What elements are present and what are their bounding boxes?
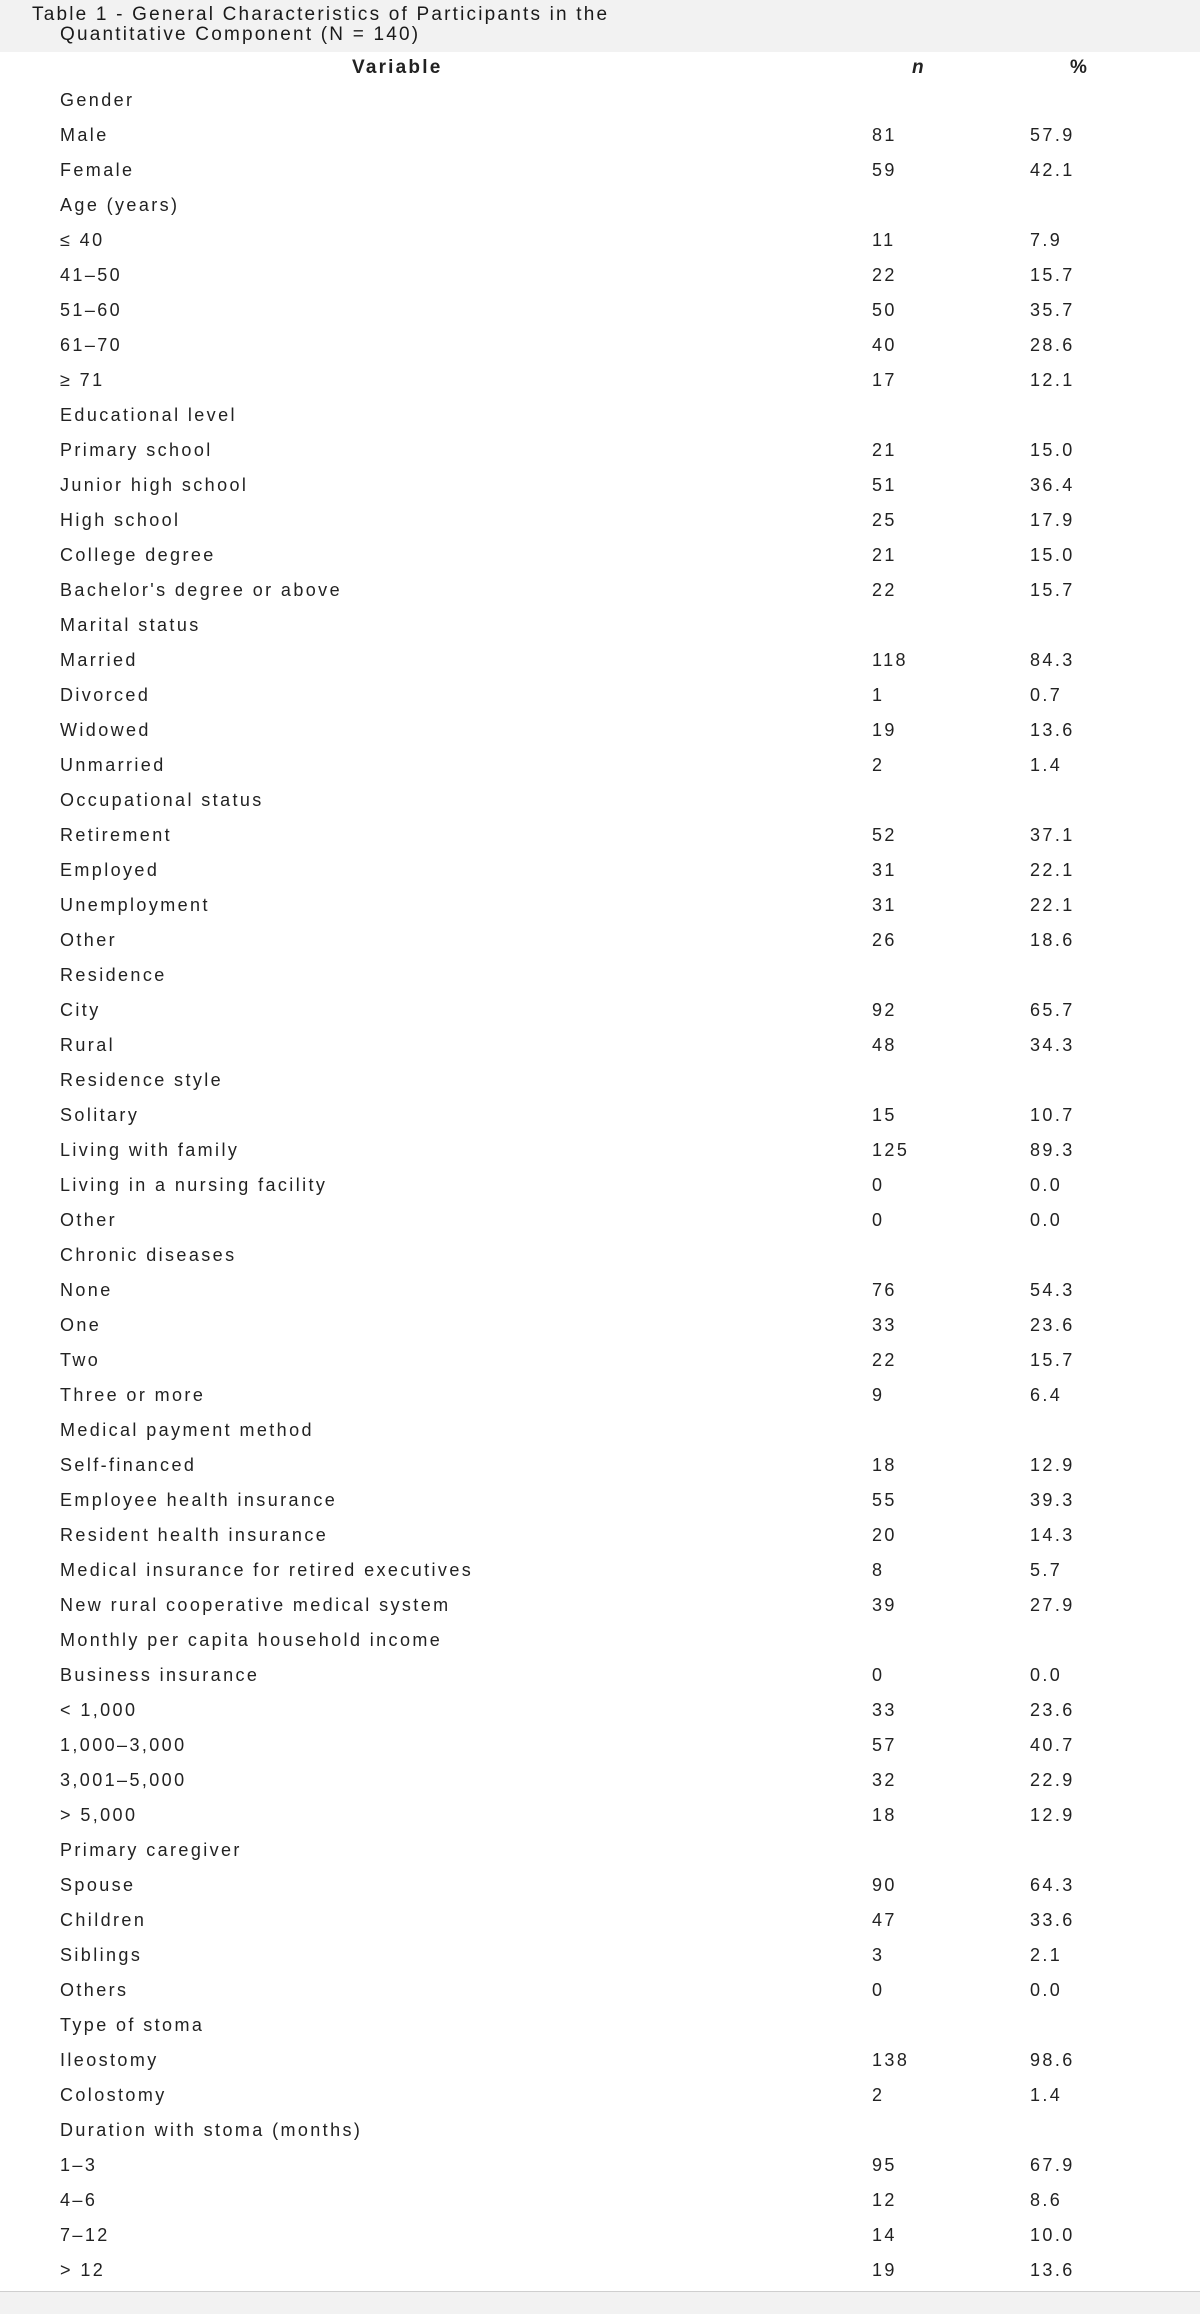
table-row xyxy=(0,363,1200,398)
row-count: 2 xyxy=(872,755,885,775)
table-row xyxy=(0,1343,1200,1378)
row-label: Living with family xyxy=(60,1140,240,1160)
row-percent: 65.7 xyxy=(1030,1000,1075,1020)
row-count: 81 xyxy=(872,125,897,145)
table-row xyxy=(0,2253,1200,2288)
row-label: Medical payment method xyxy=(60,1420,314,1440)
row-label: Married xyxy=(60,650,138,670)
row-percent: 0.7 xyxy=(1030,685,1063,705)
row-percent: 13.6 xyxy=(1030,2260,1075,2280)
row-label: Spouse xyxy=(60,1875,136,1895)
table-row xyxy=(0,958,1200,993)
table-row xyxy=(0,853,1200,888)
row-label: Two xyxy=(60,1350,101,1370)
table-row xyxy=(0,118,1200,153)
table-row xyxy=(0,818,1200,853)
row-label: Widowed xyxy=(60,720,151,740)
row-percent: 36.4 xyxy=(1030,475,1075,495)
table-header-row xyxy=(0,52,1200,83)
table-row xyxy=(0,153,1200,188)
row-label: Residence xyxy=(60,965,167,985)
row-count: 118 xyxy=(872,650,908,670)
row-count: 90 xyxy=(872,1875,897,1895)
row-percent: 54.3 xyxy=(1030,1280,1075,1300)
row-label: Ileostomy xyxy=(60,2050,159,2070)
table-row xyxy=(0,2043,1200,2078)
row-count: 12 xyxy=(872,2190,897,2210)
row-percent: 23.6 xyxy=(1030,1700,1075,1720)
row-count: 33 xyxy=(872,1700,897,1720)
row-count: 92 xyxy=(872,1000,897,1020)
table-row xyxy=(0,1203,1200,1238)
row-count: 40 xyxy=(872,335,897,355)
row-label: Others xyxy=(60,1980,129,2000)
row-label: Junior high school xyxy=(60,475,249,495)
table-row xyxy=(0,923,1200,958)
row-label: Type of stoma xyxy=(60,2015,205,2035)
row-percent: 22.9 xyxy=(1030,1770,1075,1790)
row-count: 51 xyxy=(872,475,897,495)
row-label: > 5,000 xyxy=(60,1805,138,1825)
table-row xyxy=(0,748,1200,783)
row-label: Bachelor's degree or above xyxy=(60,580,342,600)
row-count: 32 xyxy=(872,1770,897,1790)
row-count: 52 xyxy=(872,825,897,845)
row-percent: 98.6 xyxy=(1030,2050,1075,2070)
row-count: 31 xyxy=(872,895,897,915)
row-percent: 13.6 xyxy=(1030,720,1075,740)
row-label: 3,001–5,000 xyxy=(60,1770,187,1790)
table-row xyxy=(0,783,1200,818)
table-row xyxy=(0,573,1200,608)
table-row xyxy=(0,1623,1200,1658)
row-label: Unmarried xyxy=(60,755,166,775)
table-row xyxy=(0,1868,1200,1903)
row-count: 22 xyxy=(872,1350,897,1370)
row-percent: 27.9 xyxy=(1030,1595,1075,1615)
table-row xyxy=(0,1903,1200,1938)
row-count: 22 xyxy=(872,265,897,285)
row-label: Three or more xyxy=(60,1385,206,1405)
row-count: 25 xyxy=(872,510,897,530)
caption-line-1: Table 1 - General Characteristics of Participants in the xyxy=(32,4,610,25)
row-label: Age (years) xyxy=(60,195,180,215)
row-count: 55 xyxy=(872,1490,897,1510)
table-row xyxy=(0,1693,1200,1728)
row-count: 33 xyxy=(872,1315,897,1335)
row-label: 1,000–3,000 xyxy=(60,1735,187,1755)
row-percent: 6.4 xyxy=(1030,1385,1063,1405)
row-label: Primary caregiver xyxy=(60,1840,242,1860)
table-row xyxy=(0,1553,1200,1588)
row-percent: 7.9 xyxy=(1030,230,1063,250)
table-row xyxy=(0,888,1200,923)
table-row xyxy=(0,2113,1200,2148)
row-label: Duration with stoma (months) xyxy=(60,2120,363,2140)
row-percent: 40.7 xyxy=(1030,1735,1075,1755)
row-count: 0 xyxy=(872,1175,885,1195)
row-label: City xyxy=(60,1000,101,1020)
table-row xyxy=(0,2218,1200,2253)
table-row xyxy=(0,1973,1200,2008)
row-count: 19 xyxy=(872,2260,897,2280)
row-label: Other xyxy=(60,1210,118,1230)
row-count: 15 xyxy=(872,1105,897,1125)
row-label: Gender xyxy=(60,90,135,110)
row-label: Medical insurance for retired executives xyxy=(60,1560,474,1580)
row-label: College degree xyxy=(60,545,216,565)
table-row xyxy=(0,1133,1200,1168)
table-row xyxy=(0,83,1200,118)
table-row xyxy=(0,1728,1200,1763)
row-percent: 12.9 xyxy=(1030,1805,1075,1825)
row-label: Marital status xyxy=(60,615,201,635)
table-row xyxy=(0,223,1200,258)
header-percent: % xyxy=(1070,57,1090,78)
row-percent: 0.0 xyxy=(1030,1175,1063,1195)
row-percent: 39.3 xyxy=(1030,1490,1075,1510)
row-percent: 18.6 xyxy=(1030,930,1075,950)
table-row xyxy=(0,538,1200,573)
row-percent: 64.3 xyxy=(1030,1875,1075,1895)
table-row xyxy=(0,1763,1200,1798)
row-percent: 42.1 xyxy=(1030,160,1075,180)
row-percent: 15.7 xyxy=(1030,1350,1075,1370)
row-label: Primary school xyxy=(60,440,213,460)
table-row xyxy=(0,1833,1200,1868)
table-row xyxy=(0,1063,1200,1098)
row-count: 18 xyxy=(872,1805,897,1825)
row-percent: 1.4 xyxy=(1030,2085,1063,2105)
table-row xyxy=(0,1273,1200,1308)
table-row xyxy=(0,293,1200,328)
row-label: Rural xyxy=(60,1035,116,1055)
row-percent: 2.1 xyxy=(1030,1945,1063,1965)
row-percent: 12.9 xyxy=(1030,1455,1075,1475)
row-count: 0 xyxy=(872,1210,885,1230)
row-count: 14 xyxy=(872,2225,897,2245)
row-percent: 0.0 xyxy=(1030,1980,1063,2000)
table-row xyxy=(0,188,1200,223)
row-percent: 22.1 xyxy=(1030,895,1075,915)
row-label: Chronic diseases xyxy=(60,1245,237,1265)
row-label: Living in a nursing facility xyxy=(60,1175,328,1195)
row-count: 3 xyxy=(872,1945,885,1965)
table-row xyxy=(0,2148,1200,2183)
table-row xyxy=(0,1483,1200,1518)
row-label: 61–70 xyxy=(60,335,123,355)
row-label: Occupational status xyxy=(60,790,264,810)
row-count: 20 xyxy=(872,1525,897,1545)
table-row xyxy=(0,1413,1200,1448)
row-percent: 5.7 xyxy=(1030,1560,1063,1580)
table-row xyxy=(0,1238,1200,1273)
row-label: < 1,000 xyxy=(60,1700,138,1720)
row-label: > 12 xyxy=(60,2260,106,2280)
table-row xyxy=(0,433,1200,468)
header-n: n xyxy=(912,57,926,78)
row-percent: 15.7 xyxy=(1030,580,1075,600)
row-count: 31 xyxy=(872,860,897,880)
row-count: 18 xyxy=(872,1455,897,1475)
table-row xyxy=(0,1658,1200,1693)
table-row xyxy=(0,503,1200,538)
row-count: 57 xyxy=(872,1735,897,1755)
table-row xyxy=(0,1168,1200,1203)
table-row xyxy=(0,468,1200,503)
row-label: New rural cooperative medical system xyxy=(60,1595,451,1615)
row-count: 125 xyxy=(872,1140,910,1160)
row-label: Employee health insurance xyxy=(60,1490,338,1510)
table-row xyxy=(0,993,1200,1028)
row-percent: 15.7 xyxy=(1030,265,1075,285)
row-label: Other xyxy=(60,930,118,950)
row-percent: 12.1 xyxy=(1030,370,1075,390)
row-count: 22 xyxy=(872,580,897,600)
table-row xyxy=(0,1518,1200,1553)
table-row xyxy=(0,398,1200,433)
row-label: Resident health insurance xyxy=(60,1525,329,1545)
row-percent: 15.0 xyxy=(1030,545,1075,565)
row-count: 17 xyxy=(872,370,897,390)
row-count: 8 xyxy=(872,1560,885,1580)
row-percent: 8.6 xyxy=(1030,2190,1063,2210)
row-percent: 23.6 xyxy=(1030,1315,1075,1335)
table-row xyxy=(0,678,1200,713)
table-row xyxy=(0,1588,1200,1623)
row-count: 21 xyxy=(872,545,897,565)
row-percent: 35.7 xyxy=(1030,300,1075,320)
row-percent: 10.7 xyxy=(1030,1105,1075,1125)
characteristics-table xyxy=(0,52,1200,2288)
row-percent: 57.9 xyxy=(1030,125,1075,145)
row-label: ≥ 71 xyxy=(60,370,105,390)
table-footer-bar xyxy=(0,2291,1200,2314)
row-label: One xyxy=(60,1315,102,1335)
row-label: Siblings xyxy=(60,1945,143,1965)
table-row xyxy=(0,1798,1200,1833)
table-row xyxy=(0,328,1200,363)
table-caption xyxy=(0,0,1200,52)
row-percent: 22.1 xyxy=(1030,860,1075,880)
row-label: Business insurance xyxy=(60,1665,260,1685)
row-count: 47 xyxy=(872,1910,897,1930)
row-label: Colostomy xyxy=(60,2085,167,2105)
row-count: 138 xyxy=(872,2050,910,2070)
table-row xyxy=(0,1028,1200,1063)
row-percent: 15.0 xyxy=(1030,440,1075,460)
row-percent: 28.6 xyxy=(1030,335,1075,355)
row-label: 51–60 xyxy=(60,300,123,320)
row-count: 95 xyxy=(872,2155,897,2175)
row-label: 1–3 xyxy=(60,2155,98,2175)
row-count: 0 xyxy=(872,1665,885,1685)
table-row xyxy=(0,1098,1200,1133)
row-count: 9 xyxy=(872,1385,885,1405)
row-percent: 37.1 xyxy=(1030,825,1075,845)
row-percent: 33.6 xyxy=(1030,1910,1075,1930)
row-count: 21 xyxy=(872,440,897,460)
table-row xyxy=(0,1378,1200,1413)
row-count: 19 xyxy=(872,720,897,740)
table-row xyxy=(0,258,1200,293)
row-percent: 34.3 xyxy=(1030,1035,1075,1055)
table-row xyxy=(0,608,1200,643)
table-row xyxy=(0,643,1200,678)
row-label: Solitary xyxy=(60,1105,140,1125)
row-label: Divorced xyxy=(60,685,151,705)
row-count: 39 xyxy=(872,1595,897,1615)
row-percent: 1.4 xyxy=(1030,755,1063,775)
table-row xyxy=(0,2183,1200,2218)
row-percent: 10.0 xyxy=(1030,2225,1075,2245)
table-row xyxy=(0,2078,1200,2113)
row-label: Unemployment xyxy=(60,895,210,915)
row-count: 76 xyxy=(872,1280,897,1300)
row-label: High school xyxy=(60,510,181,530)
row-label: Children xyxy=(60,1910,147,1930)
row-label: Educational level xyxy=(60,405,237,425)
row-count: 26 xyxy=(872,930,897,950)
row-count: 2 xyxy=(872,2085,885,2105)
row-label: 41–50 xyxy=(60,265,123,285)
row-count: 1 xyxy=(872,685,885,705)
row-label: Employed xyxy=(60,860,160,880)
header-variable: Variable xyxy=(352,57,443,78)
row-count: 48 xyxy=(872,1035,897,1055)
row-percent: 89.3 xyxy=(1030,1140,1075,1160)
row-percent: 0.0 xyxy=(1030,1210,1063,1230)
row-label: Residence style xyxy=(60,1070,224,1090)
table-row xyxy=(0,1938,1200,1973)
caption-line-2: Quantitative Component (N = 140) xyxy=(60,24,421,45)
row-label: ≤ 40 xyxy=(60,230,105,250)
row-count: 11 xyxy=(872,230,896,250)
row-label: Male xyxy=(60,125,109,145)
row-label: 7–12 xyxy=(60,2225,110,2245)
row-label: Monthly per capita household income xyxy=(60,1630,443,1650)
row-percent: 0.0 xyxy=(1030,1665,1063,1685)
row-count: 50 xyxy=(872,300,897,320)
table-row xyxy=(0,2008,1200,2043)
row-label: Retirement xyxy=(60,825,173,845)
row-count: 59 xyxy=(872,160,897,180)
table-row xyxy=(0,1308,1200,1343)
row-percent: 14.3 xyxy=(1030,1525,1075,1545)
table-row xyxy=(0,713,1200,748)
row-percent: 84.3 xyxy=(1030,650,1075,670)
row-label: None xyxy=(60,1280,113,1300)
row-label: Self-financed xyxy=(60,1455,197,1475)
row-label: Female xyxy=(60,160,135,180)
row-percent: 17.9 xyxy=(1030,510,1075,530)
row-percent: 67.9 xyxy=(1030,2155,1075,2175)
row-count: 0 xyxy=(872,1980,885,2000)
row-label: 4–6 xyxy=(60,2190,98,2210)
table-row xyxy=(0,1448,1200,1483)
